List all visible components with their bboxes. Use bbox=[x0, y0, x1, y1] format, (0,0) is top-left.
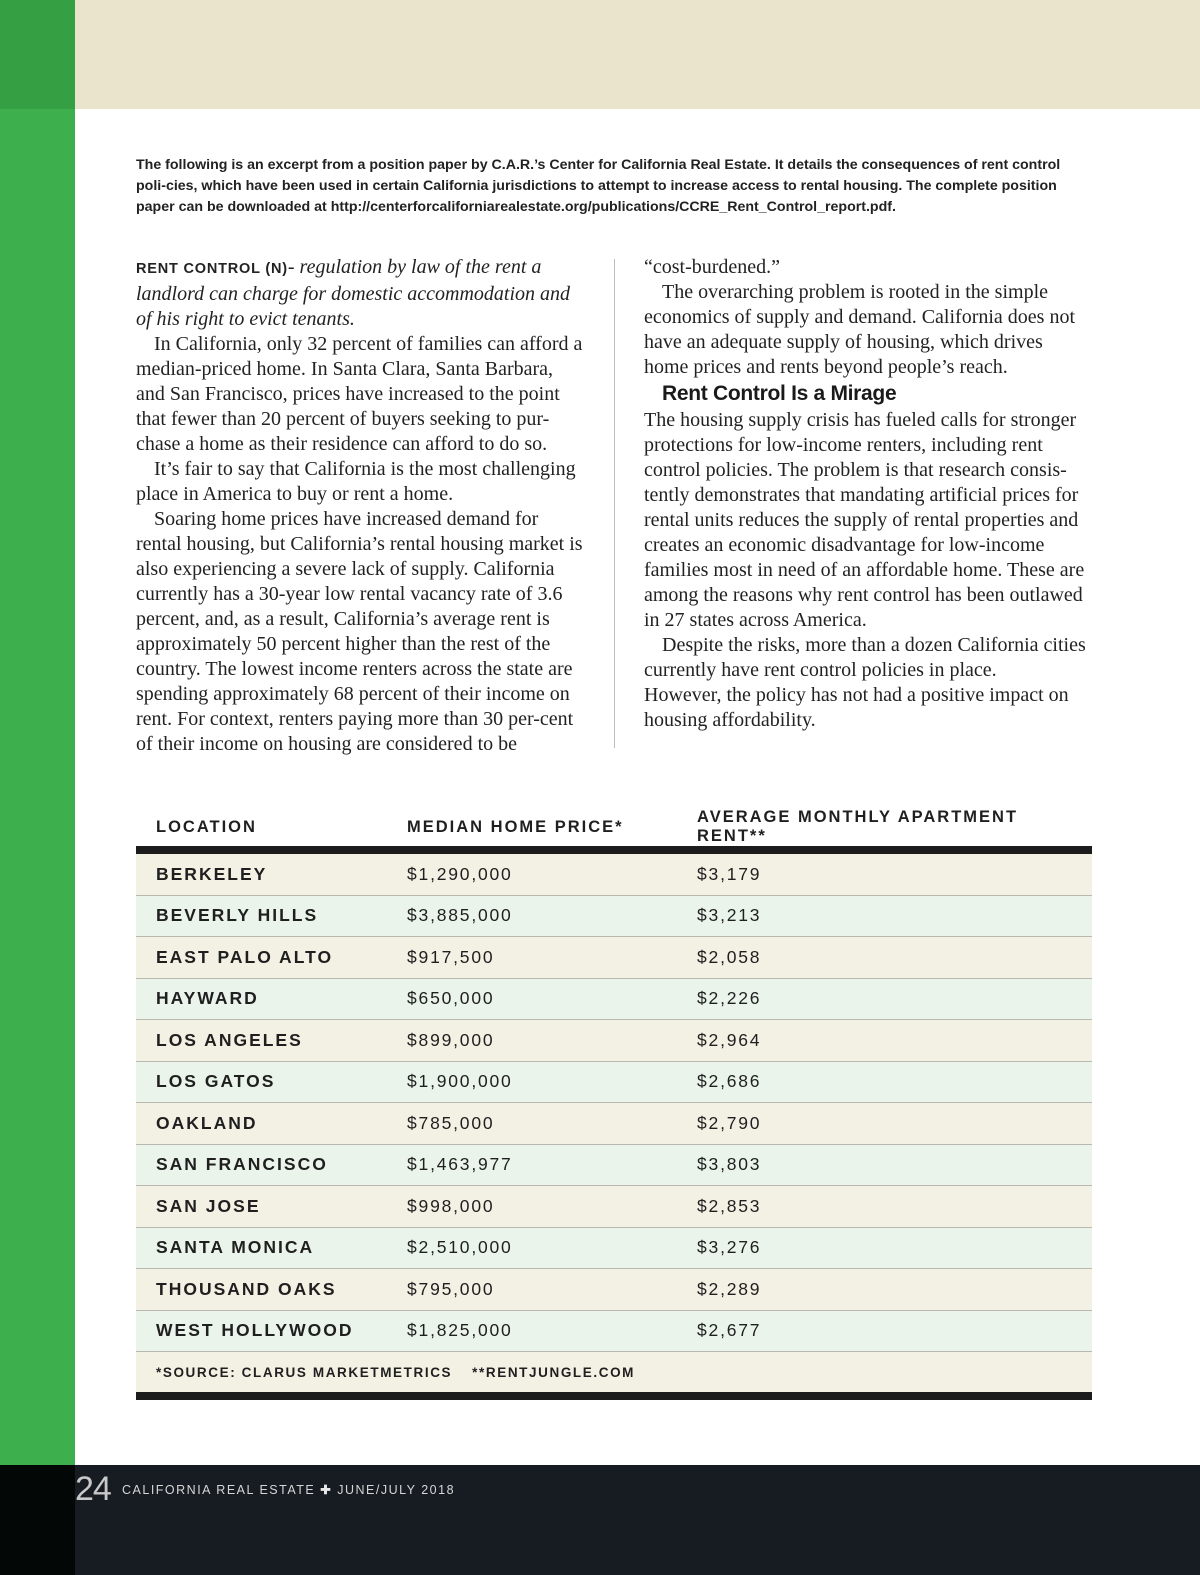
rent-cell: $2,686 bbox=[677, 1061, 1092, 1103]
price-cell: $1,463,977 bbox=[387, 1144, 677, 1186]
table-row bbox=[136, 850, 1092, 895]
location-cell: OAKLAND bbox=[136, 1103, 387, 1145]
rent-cell: $2,289 bbox=[677, 1269, 1092, 1311]
location-cell: THOUSAND OAKS bbox=[136, 1269, 387, 1311]
body-paragraph: It’s fair to say that California is the most challenging place in America to buy or rent a home. bbox=[136, 458, 576, 505]
definition-text: - regulation by law of the rent a landlord can charge for domestic accommodation and of his right to evict tenants. bbox=[136, 256, 571, 330]
rent-cell: $2,058 bbox=[677, 937, 1092, 979]
issue-date: JUNE/JULY 2018 bbox=[337, 1483, 456, 1497]
table-row bbox=[136, 937, 1092, 979]
table-row bbox=[136, 1186, 1092, 1228]
definition bbox=[136, 255, 584, 332]
table-row bbox=[136, 1310, 1092, 1352]
header-location: LOCATION bbox=[136, 808, 387, 850]
intro-paragraph: The following is an excerpt from a position paper by C.A.R.’s Center for California Real Estate. It details the consequences of rent control poli-cies, which have been used in certain California jurisdictions to attempt to increase access to rental housing. The complete position paper can be downloaded at http://centerforcaliforniarealestate.org/publications/CCRE_Rent_Control_report.pdf. bbox=[136, 157, 1061, 215]
location-cell: HAYWARD bbox=[136, 978, 387, 1020]
table-row bbox=[136, 1227, 1092, 1269]
section-heading: Rent Control Is a Mirage bbox=[662, 382, 897, 405]
rent-cell: $2,853 bbox=[677, 1186, 1092, 1228]
price-cell: $1,290,000 bbox=[387, 850, 677, 895]
column-divider bbox=[614, 259, 615, 748]
price-rent-table bbox=[136, 808, 1092, 1400]
price-cell: $3,885,000 bbox=[387, 895, 677, 937]
location-cell: EAST PALO ALTO bbox=[136, 937, 387, 979]
page-footer bbox=[0, 1465, 1200, 1575]
rent-cell: $3,276 bbox=[677, 1227, 1092, 1269]
rent-cell: $2,677 bbox=[677, 1310, 1092, 1352]
rent-cell: $2,790 bbox=[677, 1103, 1092, 1145]
definition-term: RENT CONTROL (N) bbox=[136, 261, 288, 277]
price-cell: $998,000 bbox=[387, 1186, 677, 1228]
price-cell: $1,825,000 bbox=[387, 1310, 677, 1352]
body-paragraph: In California, only 32 percent of families can afford a median-priced home. In Santa Clara, Santa Barbara, and San Francisco, prices have increased to the point that fewer than 20 percent of buyers seeking to pur-chase a home as their residence can afford to do so. bbox=[136, 333, 583, 455]
plus-icon: ✚ bbox=[320, 1483, 333, 1497]
location-cell: BEVERLY HILLS bbox=[136, 895, 387, 937]
location-cell: BERKELEY bbox=[136, 850, 387, 895]
table-header-row bbox=[136, 808, 1092, 850]
header-band bbox=[75, 0, 1200, 109]
table-row bbox=[136, 1020, 1092, 1062]
body-paragraph-continuation: “cost-burdened.” bbox=[644, 256, 781, 278]
price-cell: $2,510,000 bbox=[387, 1227, 677, 1269]
rent-cell: $3,803 bbox=[677, 1144, 1092, 1186]
source-note-1: *SOURCE: CLARUS MARKETMETRICS bbox=[156, 1364, 453, 1380]
source-note-2: **RENTJUNGLE.COM bbox=[472, 1364, 636, 1380]
location-cell: LOS ANGELES bbox=[136, 1020, 387, 1062]
price-cell: $650,000 bbox=[387, 978, 677, 1020]
footer-publication-line bbox=[122, 1482, 455, 1497]
body-paragraph: Despite the risks, more than a dozen California cities currently have rent control policies in place. bbox=[644, 634, 1086, 681]
rent-cell: $3,213 bbox=[677, 895, 1092, 937]
footer-accent bbox=[0, 1465, 75, 1575]
article-column-left bbox=[136, 255, 584, 757]
article-column-right bbox=[644, 255, 1092, 733]
table-row bbox=[136, 1144, 1092, 1186]
location-cell: SANTA MONICA bbox=[136, 1227, 387, 1269]
price-cell: $795,000 bbox=[387, 1269, 677, 1311]
table-row bbox=[136, 1269, 1092, 1311]
body-paragraph: The overarching problem is rooted in the simple economics of supply and demand. California does not have an adequate supply of housing, which drives home prices and rents beyond people’s reach. bbox=[644, 281, 1076, 378]
location-cell: WEST HOLLYWOOD bbox=[136, 1310, 387, 1352]
page-number: 24 bbox=[75, 1470, 111, 1508]
rent-cell: $3,179 bbox=[677, 850, 1092, 895]
table-row bbox=[136, 978, 1092, 1020]
rent-cell: $2,226 bbox=[677, 978, 1092, 1020]
header-average-rent: AVERAGE MONTHLY APARTMENT RENT** bbox=[677, 808, 1092, 850]
price-cell: $785,000 bbox=[387, 1103, 677, 1145]
price-cell: $1,900,000 bbox=[387, 1061, 677, 1103]
publication-name: CALIFORNIA REAL ESTATE bbox=[122, 1483, 316, 1497]
rent-cell: $2,964 bbox=[677, 1020, 1092, 1062]
table-source-note bbox=[136, 1352, 1092, 1400]
table-row bbox=[136, 895, 1092, 937]
price-cell: $899,000 bbox=[387, 1020, 677, 1062]
body-paragraph: The housing supply crisis has fueled calls for stronger protections for low-income renters, including rent control policies. The problem is that research consis-tently demonstrates that mandating artificial prices for rental units reduces the supply of rental properties and creates an economic disadvantage for low-income families most in need of an affordable home. These are among the reasons why rent control has been outlawed in 27 states across America. bbox=[644, 409, 1085, 631]
table-row bbox=[136, 1103, 1092, 1145]
side-accent-bar bbox=[0, 0, 75, 1465]
location-cell: LOS GATOS bbox=[136, 1061, 387, 1103]
price-cell: $917,500 bbox=[387, 937, 677, 979]
body-paragraph: However, the policy has not had a positive impact on housing affordability. bbox=[644, 684, 1069, 731]
side-accent-bar-top bbox=[0, 0, 75, 109]
table-row bbox=[136, 1061, 1092, 1103]
header-median-home-price: MEDIAN HOME PRICE* bbox=[387, 808, 677, 850]
location-cell: SAN JOSE bbox=[136, 1186, 387, 1228]
body-paragraph: Soaring home prices have increased demand for rental housing, but California’s rental housing market is also experiencing a severe lack of supply. California currently has a 30-year low rental vacancy rate of 3.6 percent, and, as a result, California’s average rent is approximately 50 percent higher than the rest of the country. The lowest income renters across the state are spending approximately 68 percent of their income on rent. For context, renters paying more than 30 per-cent of their income on housing are considered to be bbox=[136, 508, 583, 755]
location-cell: SAN FRANCISCO bbox=[136, 1144, 387, 1186]
